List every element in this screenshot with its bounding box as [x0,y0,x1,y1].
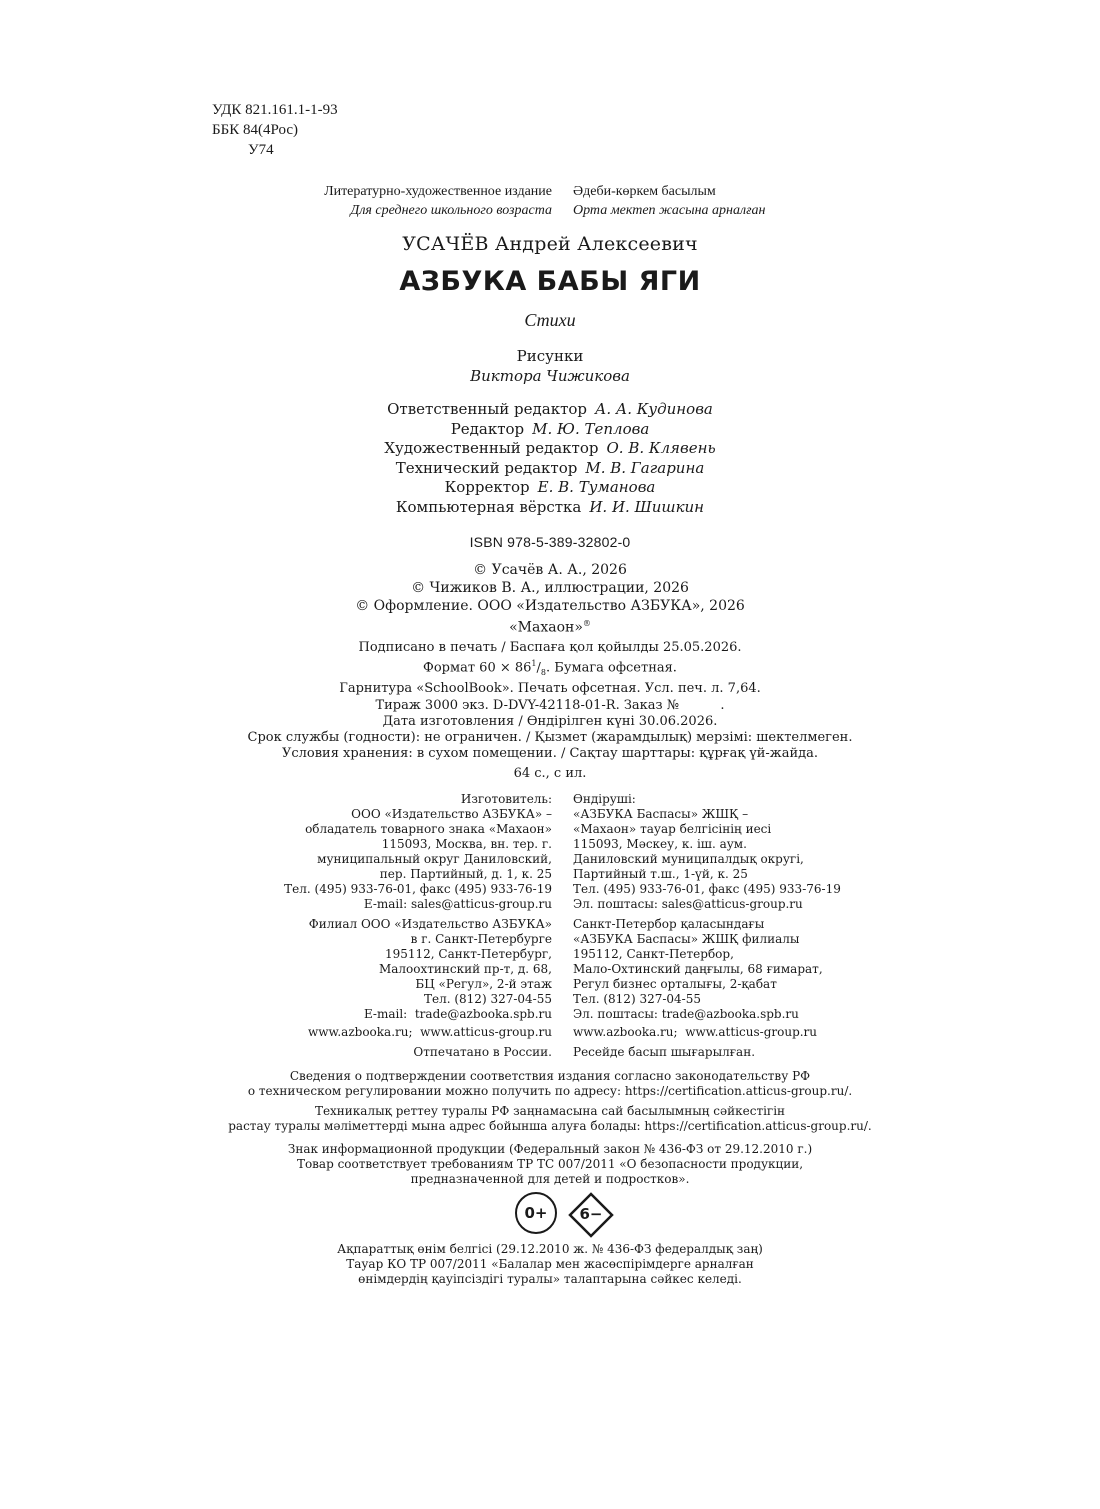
credit-name: И. И. Шишкин [589,497,705,516]
credit-row [0,498,1100,518]
page-count: 64 с., с ил. [513,766,587,781]
credit-row [0,478,1100,498]
udk-code: УДК 821.161.1-1-93 [212,102,338,118]
manufacturer-ru: Изготовитель: ООО «Издательство АЗБУКА» – обладатель товарного знака «Махаон» 115093, Москва, вн. тер. г. муниципальный округ Даниловский, пер. Партийный, д. 1, к. 25 Тел. (495) 933-76-01, факс (495) 933-76-19 E-mail: sales@atticus-group.ru [284,792,552,911]
print-run: Тираж 3000 экз. D-DVY-42118-01-R. Заказ № . [375,697,725,713]
certification-ru: Сведения о подтверждении соответствия издания согласно законодательству РФ о техническом регулировании можно получить по адресу: https://certification.atticus-group.ru/. [247,1069,853,1098]
edition-type-kz: Әдеби-көркем басылым [573,184,716,199]
age-group-ru: Для среднего школьного возраста [350,203,552,218]
print-typeface: Гарнитура «SchoolBook». Печать офсетная. Усл. печ. л. 7,64. [339,681,761,697]
print-details [0,640,1100,762]
certification-kz: Техникалық реттеу туралы РФ заңнамасына сай басылымның сәйкестігін растау туралы мәліметтерді мына адрес бойынша алуға болады: https://certification.atticus-group.ru/. [228,1104,872,1133]
illustrations-label: Рисунки [516,347,584,365]
storage-conditions: Условия хранения: в сухом помещении. / Сақтау шарттары: құрғақ үй-жайда. [281,746,819,762]
isbn: ISBN 978-5-389-32802-0 [469,534,631,550]
age-badge-circle: 0+ [515,1192,557,1234]
credit-role: Редактор [450,419,525,438]
service-life: Срок службы (годности): не ограничен. / Қызмет (жарамдылық) мерзімі: шектелмеген. [247,729,853,745]
copyright-brand [0,615,1100,637]
website-kz[interactable]: www.azbooka.ru; www.atticus-group.ru [573,1025,818,1039]
info-product-ru: Знак информационной продукции (Федеральный закон № 436-ФЗ от 29.12.2010 г.) Товар соответствует требованиям ТР ТС 007/2011 «О безопасности продукции, предназначенной для детей и подростков». [287,1142,813,1186]
classification-codes [212,100,338,160]
credit-role: Технический редактор [395,458,578,477]
printed-in-kz: Ресейде басып шығарылған. [573,1045,756,1059]
header-kz [573,182,765,220]
credit-name: М. Ю. Теплова [532,419,650,438]
credit-row [0,439,1100,459]
copyright-illustrator: © Чижиков В. А., иллюстрации, 2026 [411,580,689,596]
website-ru[interactable]: www.azbooka.ru; www.atticus-group.ru [307,1025,552,1039]
copyright-design: © Оформление. ООО «Издательство АЗБУКА», 2026 [355,598,745,614]
copyright-author: © Усачёв А. А., 2026 [473,562,627,578]
book-author: УСАЧЁВ Андрей Алексеевич [402,233,698,255]
print-date: Дата изготовления / Өндірілген күні 30.06.2026. [382,713,718,729]
credit-row [0,459,1100,479]
author-mark: У74 [248,142,274,158]
bbk-code: ББК 84(4Рос) [212,122,298,138]
copyright-block [0,561,1100,637]
credit-role: Ответственный редактор [387,400,588,418]
registered-mark: ® [582,619,591,628]
credit-row [0,400,1100,420]
print-signed: Подписано в печать / Баспаға қол қойылды 25.05.2026. [358,640,742,655]
illustrations-block [0,346,1100,386]
credit-name: А. А. Кудинова [595,400,713,418]
manufacturer-kz: Өндіруші: «АЗБУКА Баспасы» ЖШҚ – «Махаон» тауар белгісінің иесі 115093, Мәскеу, к. іш. аум. Даниловский муниципалдық округі, Партийный т.ш., 1-үй, к. 25 Тел. (495) 933-76-01, факс (495) 933-76-19 Эл. поштасы: sales@atticus-group.ru [573,792,841,911]
edition-type-ru: Литературно-художественное издание [324,184,552,199]
branch-ru: Филиал ООО «Издательство АЗБУКА» в г. Санкт-Петербурге 195112, Санкт-Петербург, Малоохтинский пр-т, д. 68, БЦ «Регул», 2-й этаж Тел. (812) 327-04-55 E-mail: trade@azbooka.spb.ru [308,917,552,1021]
info-product-kz: Ақпараттық өнім белгісі (29.12.2010 ж. № 436-ФЗ федералдық заң) Тауар КО ТР 007/2011 «Балалар мен жасөспірімдерге арналған өнімдердің қауіпсіздігі туралы» талаптарына сәйкес келеді. [337,1242,763,1286]
print-format: Формат $60 \times 86^1/_8$. Бумага офсетная. [423,659,677,678]
age-group-kz: Орта мектеп жасына арналған [573,203,766,218]
credits-list [0,400,1100,517]
age-badge-diamond: 6− [568,1192,614,1238]
credit-role: Корректор [444,478,530,496]
credit-role: Компьютерная вёрстка [395,497,582,516]
credit-name: М. В. Гагарина [585,458,705,477]
book-title: АЗБУКА БАБЫ ЯГИ [399,266,701,297]
header-ru [324,182,552,220]
credit-name: О. В. Клявень [606,439,716,457]
branch-kz: Санкт-Петербор қаласындағы «АЗБУКА Баспасы» ЖШҚ филиалы 195112, Санкт-Петербор, Мало-Охтинский даңғылы, 68 ғимарат, Регул бизнес орталығы, 2-қабат Тел. (812) 327-04-55 Эл. поштасы: trade@azbooka.spb.ru [573,917,823,1021]
age-rating-badges [515,1192,615,1238]
book-genre: Стихи [524,310,576,330]
illustrator-name: Виктора Чижикова [470,367,630,385]
credit-row [0,420,1100,440]
credit-name: Е. В. Туманова [537,478,656,496]
brand-name: «Махаон» [509,619,583,636]
printed-in-ru: Отпечатано в России. [413,1045,552,1059]
credit-role: Художественный редактор [384,439,599,457]
